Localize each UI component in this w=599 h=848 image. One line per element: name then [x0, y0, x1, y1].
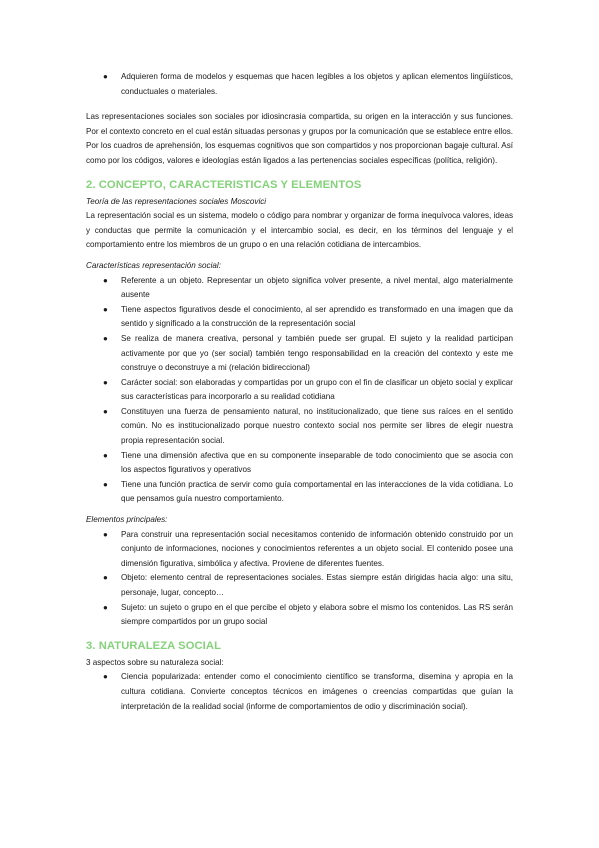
list-item [86, 332, 513, 376]
bullet-icon: ● [103, 72, 108, 81]
bullet-icon: ● [103, 450, 108, 460]
list-item [86, 303, 513, 332]
list-item-text: Carácter social: son elaboradas y compartidas por un grupo con el fin de clasificar un objeto social y explicar sus características para incorporarlo a su realidad cotidiana [121, 377, 513, 402]
list-item [86, 571, 513, 600]
list-item-text: Se realiza de manera creativa, personal y también puede ser grupal. El sujeto y la realidad participan activamente por que yo (ser social) también tengo responsabilidad en la creación del contexto y este me construye o deconstruye a mi (relación bidireccional) [121, 333, 513, 373]
elements-list [86, 528, 513, 630]
list-item [86, 70, 513, 99]
list-item [86, 528, 513, 572]
bullet-icon: ● [103, 377, 108, 387]
list-item-text: Referente a un objeto. Representar un objeto significa volver presente, a nivel mental, algo materialmente ausente [121, 275, 513, 300]
list-item-text: Objeto: elemento central de representaciones sociales. Estas siempre están dirigidas hacia algo: una situ, personaje, lugar, concepto… [121, 573, 513, 597]
elements-subtitle: Elementos principales: [86, 515, 168, 525]
list-item-text: Ciencia popularizada: entender como el conocimiento científico se transforma, disemina y apropia en la cultura cotidiana. Convierte conceptos técnicos en imágenes o creencias compartidas que guían la interpretación de la realidad social (informe de comportamientos de odio y discriminación social). [121, 672, 513, 711]
list-item-text: Adquieren forma de modelos y esquemas que hacen legibles a los objetos y aplican elementos lingüísticos, conductuales o materiales. [121, 72, 513, 96]
list-item-text: Para construir una representación social necesitamos contenido de información obtenido construido por un conjunto de informaciones, nociones y conocimientos referentes a un objeto social. El contenido posee una dimensión figurativa, simbólica y afectiva. Proviene de diferentes fuentes. [121, 529, 513, 568]
list-item-text: Sujeto: un sujeto o grupo en el que percibe el objeto y elabora sobre el mismo los contenidos. Las RS serán siempre compartidos por un grupo social [121, 602, 513, 627]
list-item [86, 274, 513, 303]
list-item-text: Tiene una función practica de servir como guía comportamental en las interacciones de la vida cotidiana. Lo que pensamos guía nuestro comportamiento. [121, 479, 513, 504]
bullet-icon: ● [103, 304, 108, 314]
intro-paragraph: Las representaciones sociales son sociales por idiosincrasia compartida, su origen en la interacción y sus funciones. Por el contexto concreto en el cual están situadas personas y grupos por la comunicación que se establece entre ellos. Por los cuadros de aprehensión, los esquemas cognitivos que son compartidos y nos proporcionan bagaje cultural. Así como por los códigos, valores e ideologías están ligados a las pertenencias sociales específicas (política, religión). [86, 112, 513, 165]
bullet-icon: ● [103, 529, 108, 539]
section-3-heading: 3. NATURALEZA SOCIAL [86, 639, 222, 652]
theory-paragraph: La representación social es un sistema, modelo o código para nombrar y organizar de forma inequívoca valores, ideas y conductas que permite la comunicación y el intercambio social, es decir, en los términos del lenguaje y el comportamiento entre los miembros de un grupo o en una relación cotidiana de intercambios. [86, 211, 513, 250]
characteristics-list [86, 274, 513, 508]
bullet-icon: ● [103, 275, 108, 285]
list-item [86, 670, 513, 714]
nature-list [86, 670, 513, 714]
bullet-icon: ● [103, 573, 108, 583]
theory-subtitle: Teoría de las representaciones sociales Moscovici [86, 196, 267, 206]
list-item [86, 478, 513, 507]
list-item-text: Tiene aspectos figurativos desde el conocimiento, al ser aprendido es transformado en una imagen que da sentido y significado a la construcción de la representación social [121, 304, 513, 329]
list-item-text: Tiene una dimensión afectiva que en su componente inseparable de todo conocimiento que se asocia con los aspectos figurativos y operativos [121, 450, 513, 475]
bullet-icon: ● [103, 479, 108, 489]
list-item [86, 601, 513, 630]
bullet-icon: ● [103, 333, 108, 343]
intro-bullet-list [86, 70, 513, 99]
list-item-text: Constituyen una fuerza de pensamiento natural, no institucionalizado, que tiene sus raíces en el sentido común. No es institucionalizado porque nuestro contexto social nos permite ser libres de elegir nuestra propia representación social. [121, 406, 513, 446]
list-item [86, 405, 513, 449]
section-3-intro: 3 aspectos sobre su naturaleza social: [86, 657, 224, 667]
list-item [86, 449, 513, 478]
bullet-icon: ● [103, 406, 108, 416]
bullet-icon: ● [103, 672, 108, 682]
bullet-icon: ● [103, 602, 108, 612]
characteristics-subtitle: Características representación social: [86, 260, 221, 270]
list-item [86, 376, 513, 405]
section-2-heading: 2. CONCEPTO, CARACTERISTICAS Y ELEMENTOS [86, 178, 362, 191]
